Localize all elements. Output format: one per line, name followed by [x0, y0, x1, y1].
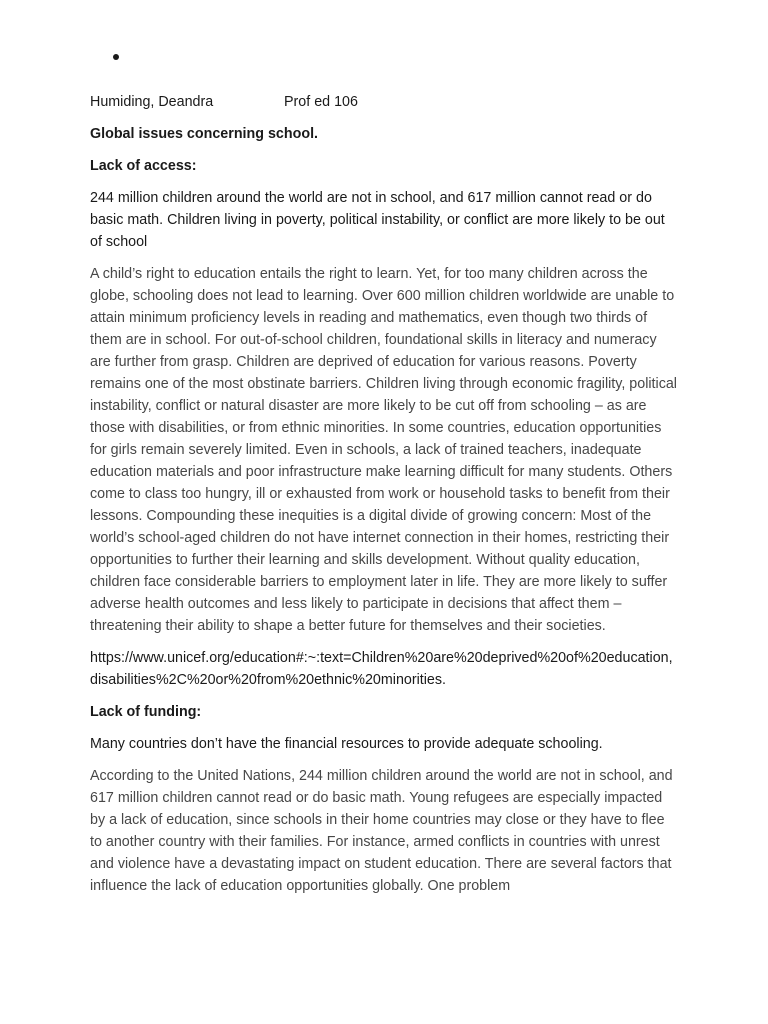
bullet-icon: [113, 54, 119, 60]
document-header: [90, 91, 680, 113]
section-heading-funding: Lack of funding:: [90, 704, 202, 720]
section-heading-access: Lack of access:: [90, 158, 197, 174]
course-name: Prof ed 106: [284, 94, 358, 110]
document-page: [90, 44, 680, 907]
section-lead-access: 244 million children around the world are not in school, and 617 million cannot read or do basic math. Children living in poverty, political instability, or conflict are more likely to be out of school: [90, 190, 665, 250]
section-body-funding: According to the United Nations, 244 million children around the world are not in school, and 617 million children cannot read or do basic math. Young refugees are especially impacted by a lack of education, since schools in their home countries may close or they have to flee to another country with their families. For instance, armed conflicts in countries with unrest and violence have a devastating impact on student education. There are several factors that influence the lack of education opportunities globally. One problem: [90, 768, 673, 894]
empty-bullet-item: [90, 44, 680, 70]
section-lead-funding: Many countries don’t have the financial resources to provide adequate schooling.: [90, 736, 603, 752]
source-link[interactable]: https://www.unicef.org/education#:~:text=Children%20are%20deprived%20of%20education,disabilities%2C%20or%20from%20ethnic%20minorities.: [90, 650, 673, 688]
section-body-access: A child’s right to education entails the right to learn. Yet, for too many children across the globe, schooling does not lead to learning. Over 600 million children worldwide are unable to attain minimum proficiency levels in reading and mathematics, even though two thirds of them are in school. For out-of-school children, foundational skills in literacy and numeracy are further from grasp. Children are deprived of education for various reasons. Poverty remains one of the most obstinate barriers. Children living through economic fragility, political instability, conflict or natural disaster are more likely to be cut off from schooling – as are those with disabilities, or from ethnic minorities. In some countries, education opportunities for girls remain severely limited. Even in schools, a lack of trained teachers, inadequate education materials and poor infrastructure make learning difficult for many students. Others come to class too hungry, ill or exhausted from work or household tasks to benefit from their lessons. Compounding these inequities is a digital divide of growing concern: Most of the world’s school-aged children do not have internet connection in their homes, restricting their opportunities to further their learning and skills development. Without quality education, children face considerable barriers to employment later in life. They are more likely to suffer adverse health outcomes and less likely to participate in decisions that affect them – threatening their ability to shape a better future for themselves and their societies.: [90, 266, 677, 634]
student-name: Humiding, Deandra: [90, 94, 214, 110]
document-title: Global issues concerning school.: [90, 126, 319, 142]
